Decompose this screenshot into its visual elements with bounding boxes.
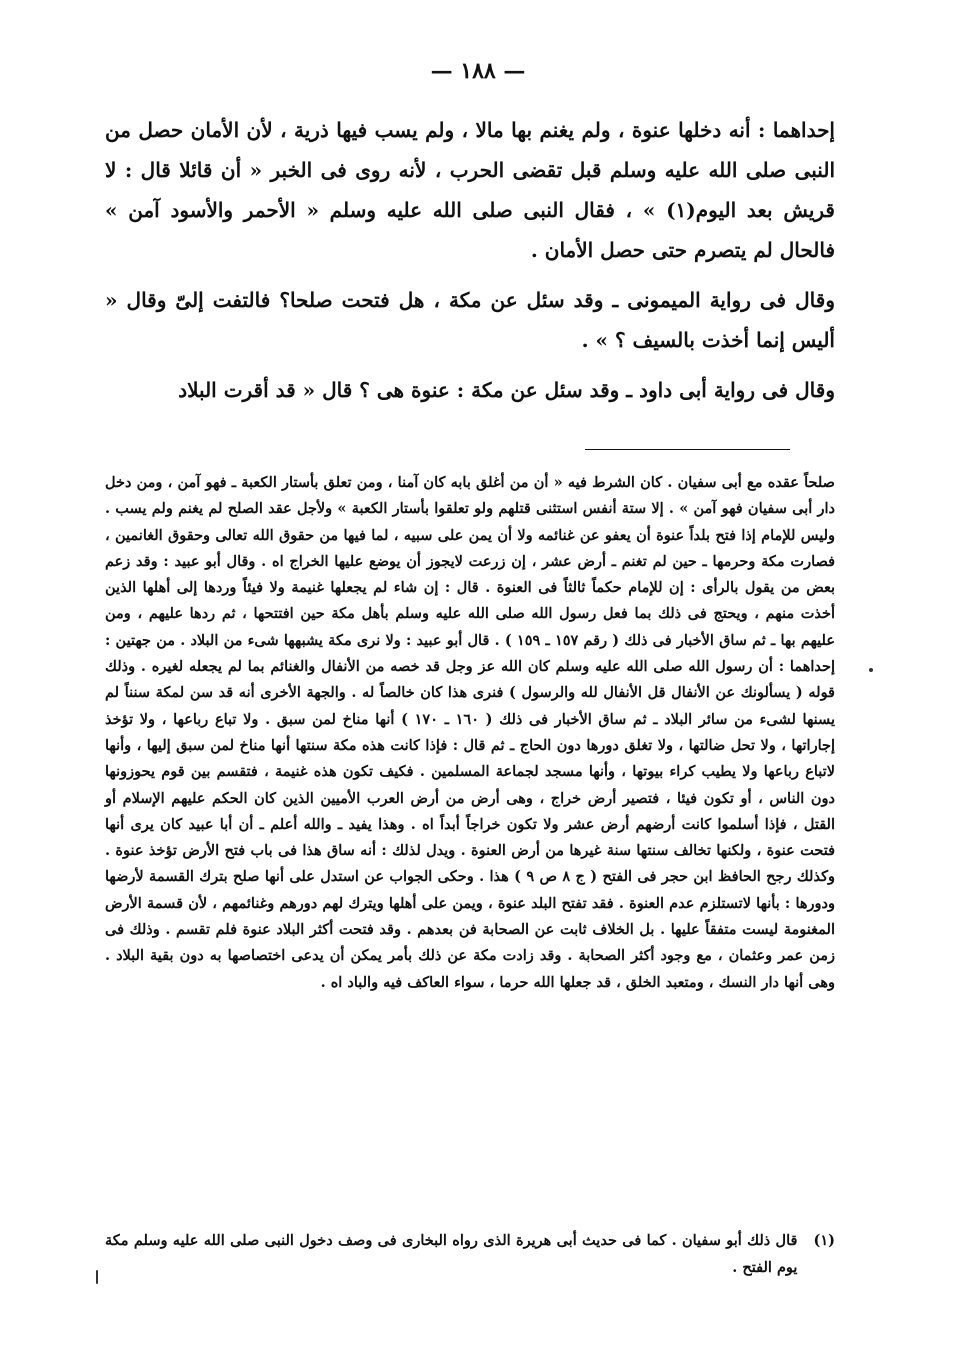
footnote [105,1227,835,1281]
continued-notes [105,470,835,996]
scan-speck [96,1270,98,1284]
main-text [105,110,835,420]
footnote-text: قال ذلك أبو سفيان . كما فى حديث أبى هريرة الذى رواه البخارى فى وصف دخول النبى صلى الله عليه وسلم مكة يوم الفتح . [105,1232,798,1276]
notes-paragraph: صلحاً عقده مع أبى سفيان . كان الشرط فيه « أن من أغلق بابه كان آمنا ، ومن تعلق بأستار الكعبة ـ فهو آمن ، ومن دخل دار أبى سفيان فهو آمن » . إلا ستة أنفس استثنى قتلهم ولو تعلقوا بأستار الكعبة » ولأجل عقد الصلح لم يغنم ولم يسب . وليس للإمام إذا فتح بلداً عنوة أن يعفو عن غنائمه ولا أن يمن على سبيه ، لما فيها من حقوق الله تعالى وحقوق الغانمين ، فصارت مكة وحرمها ـ حين لم تغنم ـ أرض عشر ، إن زرعت لايجوز أن يوضع عليها الخراج اه . وقال أبو عبيد : وقد زعم بعض من يقول بالرأى : إن للإمام حكماً ثالثاً فى العنوة . قال : إن شاء لم يجعلها غنيمة ولا فيئاً وردها إلى أهلها الذين أخذت منهم ، ويحتج فى ذلك بما فعل رسول الله صلى الله عليه وسلم بأهل مكة حين افتتحها ، ثم ردها عليهم ، ومن عليهم بها ـ ثم ساق الأخبار فى ذلك ( رقم ١٥٧ ـ ١٥٩ ) . قال أبو عبيد : ولا نرى مكة يشبهها شىء من البلاد . من جهتين : إحداهما : أن رسول الله صلى الله عليه وسلم كان الله عز وجل قد خصه من الأنفال والغنائم بما لم يجعله لغيره . وذلك قوله ( يسألونك عن الأنفال قل الأنفال لله والرسول ) فنرى هذا كان خالصاً له . والجهة الأخرى أنه قد سن لمكة سنناً لم يسنها لشىء من سائر البلاد ـ ثم ساق الأخبار فى ذلك ( ١٦٠ ـ ١٧٠ ) أنها مناخ لمن سبق . ولا تباع رباعها ، ولا تؤخذ إجاراتها ، ولا تحل ضالتها ، ولا تغلق دورها دون الحاج ـ ثم قال : فإذا كانت هذه مكة سنتها أنها مناخ لمن سبق إليها ، وأنها لاتباع رباعها ولا يطيب كراء بيوتها ، وأنها مسجد لجماعة المسلمين . فكيف تكون هذه غنيمة ، فتقسم بين قوم يحوزونها دون الناس ، أو تكون فيئا ، فتصير أرض خراج ، وهى أرض من أرض العرب الأميين الذين كان الحكم عليهم الإسلام أو القتل ، فإذا أسلموا كانت أرضهم أرض عشر ولا تكون خراجاً أبداً اه . وهذا يفيد ـ والله أعلم ـ أن أبا عبيد كان يرى أنها فتحت عنوة ، ولكنها تخالف سنتها سنة غيرها من أرض العنوة . ويدل لذلك : أنه ساق هذا فى باب فتح الأرض تؤخذ عنوة . وكذلك رجح الحافظ ابن حجر فى الفتح ( ج ٨ ص ٩ ) هذا . وحكى الجواب عن استدل على أنها صلح بترك القسمة لأرضها ودورها : بأنها لاتستلزم عدم العنوة . فقد تفتح البلد عنوة ، ويمن على أهلها ويترك لهم دورهم وغنائمهم ، لأن قسمة الأرض المغنومة ليست متفقاً عليها . بل الخلاف ثابت عن الصحابة فن بعدهم . وقد فتحت أكثر البلاد عنوة فلم تقسم . وذلك فى زمن عمر وعثمان ، مع وجود أكثر الصحابة . وقد زادت مكة عن ذلك بأمر يمكن أن يدعى اختصاصها به دون بقية البلاد . وهى أنها دار النسك ، ومتعبد الخلق ، قد جعلها الله حرما ، سواء العاكف فيه والباد اه . [105,474,835,991]
footnote-divider [585,449,790,450]
main-paragraph-3: وقال فى رواية أبى داود ـ وقد سئل عن مكة : عنوة هى ؟ قال « قد أقرت البلاد [178,378,835,402]
scan-speck [869,668,873,672]
page-number: — ١٨٨ — [430,58,526,84]
footnote-marker: (١) [813,1232,835,1249]
main-paragraph-1: إحداهما : أنه دخلها عنوة ، ولم يغنم بها مالا ، ولم يسب فيها ذرية ، لأن الأمان حصل من النبى صلى الله عليه وسلم قبل تقضى الحرب ، لأنه روى فى الخبر « أن قائلا قال : لا قريش بعد اليوم(١) » ، فقال النبى صلى الله عليه وسلم « الأحمر والأسود آمن » فالحال لم يتصرم حتى حصل الأمان . [105,118,835,262]
main-paragraph-2: وقال فى رواية الميمونى ـ وقد سئل عن مكة ، هل فتحت صلحا؟ فالتفت إلىّ وقال « أليس إنما أخذت بالسيف ؟ » . [105,288,835,352]
